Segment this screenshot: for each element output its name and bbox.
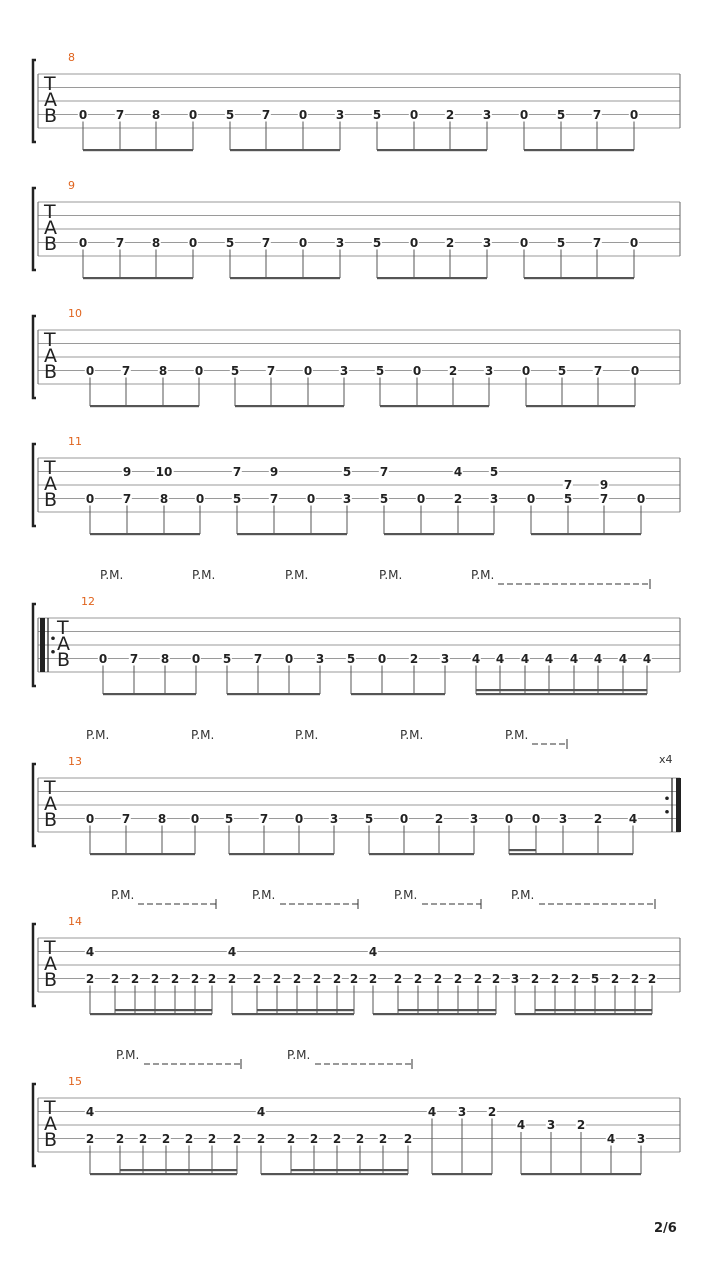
tab-clef-t: T: [57, 617, 69, 639]
fret-number: 5: [222, 651, 232, 666]
fret-number: 2: [256, 1131, 266, 1146]
fret-number: 5: [372, 107, 382, 122]
beam: [521, 1173, 641, 1175]
fret-number: 5: [375, 363, 385, 378]
fret-number: 0: [409, 235, 419, 250]
fret-number: 2: [355, 1131, 365, 1146]
fret-number: 0: [194, 363, 204, 378]
system-bracket: [33, 60, 36, 142]
system-bracket: [33, 764, 36, 846]
fret-number: 5: [556, 107, 566, 122]
fret-number: 7: [115, 235, 125, 250]
fret-number: 7: [121, 811, 131, 826]
tab-clef-a: A: [57, 633, 70, 655]
system-bracket: [33, 604, 36, 686]
palm-mute-label: P.M.: [379, 568, 403, 582]
fret-number: 0: [377, 651, 387, 666]
fret-number: 2: [445, 107, 455, 122]
beam: [90, 853, 195, 855]
fret-number: 0: [98, 651, 108, 666]
fret-number: 5: [224, 811, 234, 826]
fret-number: 0: [409, 107, 419, 122]
fret-number: 3: [558, 811, 568, 826]
fret-number: 3: [335, 107, 345, 122]
beam-secondary: [291, 1169, 408, 1171]
fret-number: 3: [329, 811, 339, 826]
fret-number: 2: [85, 971, 95, 986]
fret-number: 2: [473, 971, 483, 986]
fret-number: 0: [629, 235, 639, 250]
beam-secondary: [398, 1009, 496, 1011]
beam: [232, 1013, 354, 1015]
palm-mute-label: P.M.: [287, 1048, 311, 1062]
fret-number: 7: [261, 235, 271, 250]
palm-mute-label: P.M.: [192, 568, 216, 582]
beam: [235, 405, 344, 407]
fret-number: 4: [593, 651, 603, 666]
tab-clef-b: B: [44, 233, 58, 255]
fret-number: 0: [188, 235, 198, 250]
fret-number: 2: [130, 971, 140, 986]
fret-number: 2: [647, 971, 657, 986]
repeat-start-thick-bar: [40, 618, 45, 672]
fret-number: 0: [519, 235, 529, 250]
system-bracket: [33, 444, 36, 526]
beam: [432, 1173, 492, 1175]
fret-number: 3: [484, 363, 494, 378]
fret-number: 9: [269, 464, 279, 479]
fret-number: 2: [403, 1131, 413, 1146]
fret-number: 2: [630, 971, 640, 986]
fret-number: 4: [256, 1104, 266, 1119]
beam: [90, 533, 200, 535]
fret-number: 2: [292, 971, 302, 986]
fret-number: 7: [592, 235, 602, 250]
fret-number: 2: [309, 1131, 319, 1146]
fret-number: 5: [225, 107, 235, 122]
repeat-dot: [665, 810, 669, 814]
repeat-dot: [51, 636, 55, 640]
fret-number: 7: [115, 107, 125, 122]
tab-clef-b: B: [44, 1129, 58, 1151]
fret-number: 5: [557, 363, 567, 378]
fret-number: 3: [339, 363, 349, 378]
fret-number: 0: [85, 491, 95, 506]
fret-number: 5: [590, 971, 600, 986]
tab-clef-b: B: [44, 489, 58, 511]
beam: [230, 149, 340, 151]
fret-number: 2: [610, 971, 620, 986]
beam-secondary: [115, 1009, 212, 1011]
tab-clef-a: A: [44, 89, 57, 111]
beam: [515, 1013, 652, 1015]
fret-number: 2: [115, 1131, 125, 1146]
page-number: 2/6: [654, 1221, 677, 1236]
fret-number: 0: [526, 491, 536, 506]
beam: [90, 1013, 212, 1015]
fret-number: 4: [453, 464, 463, 479]
fret-number: 2: [184, 1131, 194, 1146]
repeat-dot: [51, 650, 55, 654]
fret-number: 2: [85, 1131, 95, 1146]
palm-mute-label: P.M.: [471, 568, 495, 582]
fret-number: 10: [155, 464, 173, 479]
fret-number: 0: [298, 235, 308, 250]
beam: [229, 853, 334, 855]
measure-number: 9: [68, 179, 75, 192]
fret-number: 4: [471, 651, 481, 666]
fret-number: 4: [85, 1104, 95, 1119]
fret-number: 5: [489, 464, 499, 479]
fret-number: 8: [157, 811, 167, 826]
fret-number: 7: [266, 363, 276, 378]
beam: [373, 1013, 496, 1015]
fret-number: 0: [519, 107, 529, 122]
beam: [524, 149, 634, 151]
fret-number: 0: [284, 651, 294, 666]
fret-number: 4: [495, 651, 505, 666]
fret-number: 3: [469, 811, 479, 826]
fret-number: 2: [433, 971, 443, 986]
tab-clef-b: B: [44, 105, 58, 127]
fret-number: 2: [448, 363, 458, 378]
fret-number: 3: [457, 1104, 467, 1119]
fret-number: 2: [491, 971, 501, 986]
fret-number: 2: [232, 1131, 242, 1146]
measure-number: 11: [68, 435, 82, 448]
fret-number: 3: [636, 1131, 646, 1146]
fret-number: 4: [85, 944, 95, 959]
tab-clef-a: A: [44, 953, 57, 975]
fret-number: 8: [151, 235, 161, 250]
beam: [103, 693, 196, 695]
fret-number: 0: [78, 107, 88, 122]
system-bracket: [33, 316, 36, 398]
fret-number: 5: [225, 235, 235, 250]
fret-number: 0: [521, 363, 531, 378]
fret-number: 3: [510, 971, 520, 986]
tab-clef-t: T: [44, 1097, 56, 1119]
fret-number: 0: [85, 363, 95, 378]
palm-mute-label: P.M.: [285, 568, 309, 582]
fret-number: 5: [230, 363, 240, 378]
fret-number: 2: [434, 811, 444, 826]
palm-mute-label: P.M.: [86, 728, 110, 742]
fret-number: 4: [227, 944, 237, 959]
fret-number: 2: [593, 811, 603, 826]
fret-number: 2: [170, 971, 180, 986]
fret-number: 7: [121, 363, 131, 378]
beam: [380, 405, 489, 407]
fret-number: 2: [530, 971, 540, 986]
beam: [377, 277, 487, 279]
fret-number: 5: [556, 235, 566, 250]
fret-number: 7: [592, 107, 602, 122]
measure-number: 10: [68, 307, 82, 320]
fret-number: 7: [122, 491, 132, 506]
beam: [90, 1173, 237, 1175]
fret-number: 0: [416, 491, 426, 506]
tab-clef-b: B: [44, 809, 58, 831]
beam: [83, 277, 193, 279]
tab-clef-t: T: [44, 201, 56, 223]
fret-number: 2: [409, 651, 419, 666]
fret-number: 4: [569, 651, 579, 666]
fret-number: 3: [482, 235, 492, 250]
fret-number: 3: [489, 491, 499, 506]
beam: [531, 533, 641, 535]
repeat-dot: [665, 796, 669, 800]
fret-number: 4: [368, 944, 378, 959]
palm-mute-label: P.M.: [400, 728, 424, 742]
repeat-count: x4: [659, 753, 673, 766]
beam: [261, 1173, 408, 1175]
fret-number: 2: [576, 1118, 586, 1132]
fret-number: 4: [427, 1104, 437, 1119]
beam: [83, 149, 193, 151]
fret-number: 2: [272, 971, 282, 986]
fret-number: 2: [453, 491, 463, 506]
beam: [524, 277, 634, 279]
fret-number: 0: [303, 363, 313, 378]
fret-number: 0: [399, 811, 409, 826]
fret-number: 0: [298, 107, 308, 122]
fret-number: 0: [531, 811, 541, 826]
fret-number: 8: [151, 107, 161, 122]
beam: [90, 405, 199, 407]
fret-number: 4: [520, 651, 530, 666]
fret-number: 4: [544, 651, 554, 666]
beam: [351, 693, 445, 695]
palm-mute-label: P.M.: [100, 568, 124, 582]
beam-secondary: [535, 1009, 652, 1011]
beam: [526, 405, 635, 407]
beam: [369, 853, 474, 855]
system-bracket: [33, 188, 36, 270]
fret-number: 0: [190, 811, 200, 826]
tab-clef-b: B: [44, 361, 58, 383]
fret-number: 3: [342, 491, 352, 506]
fret-number: 0: [188, 107, 198, 122]
fret-number: 7: [232, 464, 242, 479]
fret-number: 0: [294, 811, 304, 826]
beam-secondary: [257, 1009, 354, 1011]
fret-number: 2: [312, 971, 322, 986]
tab-clef-t: T: [44, 73, 56, 95]
palm-mute-label: P.M.: [252, 888, 276, 902]
fret-number: 5: [342, 464, 352, 479]
fret-number: 5: [232, 491, 242, 506]
fret-number: 2: [332, 1131, 342, 1146]
fret-number: 0: [629, 107, 639, 122]
fret-number: 5: [372, 235, 382, 250]
palm-mute-label: P.M.: [295, 728, 319, 742]
beam: [476, 693, 647, 695]
beam: [230, 277, 340, 279]
tab-clef-a: A: [44, 793, 57, 815]
fret-number: 2: [252, 971, 262, 986]
system-bracket: [33, 924, 36, 1006]
beam: [509, 853, 633, 855]
fret-number: 5: [364, 811, 374, 826]
fret-number: 2: [227, 971, 237, 986]
fret-number: 2: [207, 1131, 217, 1146]
fret-number: 7: [563, 478, 573, 492]
fret-number: 2: [190, 971, 200, 986]
beam: [237, 533, 347, 535]
fret-number: 2: [378, 1131, 388, 1146]
fret-number: 0: [78, 235, 88, 250]
fret-number: 7: [599, 491, 609, 506]
beam: [384, 533, 494, 535]
fret-number: 8: [160, 651, 170, 666]
tab-clef-b: B: [57, 649, 71, 671]
fret-number: 3: [335, 235, 345, 250]
palm-mute-label: P.M.: [191, 728, 215, 742]
fret-number: 3: [440, 651, 450, 666]
fret-number: 2: [368, 971, 378, 986]
measure-number: 15: [68, 1075, 82, 1088]
tab-clef-t: T: [44, 329, 56, 351]
fret-number: 2: [332, 971, 342, 986]
fret-number: 4: [618, 651, 628, 666]
system-bracket: [33, 1084, 36, 1166]
fret-number: 0: [412, 363, 422, 378]
beam-secondary: [476, 689, 647, 691]
tab-clef-a: A: [44, 217, 57, 239]
fret-number: 7: [259, 811, 269, 826]
tab-clef-a: A: [44, 1113, 57, 1135]
fret-number: 7: [269, 491, 279, 506]
tab-clef-t: T: [44, 777, 56, 799]
fret-number: 3: [482, 107, 492, 122]
palm-mute-label: P.M.: [394, 888, 418, 902]
measure-number: 12: [81, 595, 95, 608]
fret-number: 7: [379, 464, 389, 479]
tab-clef-t: T: [44, 457, 56, 479]
palm-mute-label: P.M.: [505, 728, 529, 742]
fret-number: 3: [546, 1118, 556, 1132]
fret-number: 5: [379, 491, 389, 506]
fret-number: 2: [150, 971, 160, 986]
fret-number: 8: [158, 363, 168, 378]
fret-number: 2: [349, 971, 359, 986]
fret-number: 4: [642, 651, 652, 666]
fret-number: 0: [85, 811, 95, 826]
tab-clef-t: T: [44, 937, 56, 959]
fret-number: 7: [129, 651, 139, 666]
fret-number: 7: [261, 107, 271, 122]
fret-number: 7: [253, 651, 263, 666]
measure-number: 14: [68, 915, 82, 928]
fret-number: 0: [306, 491, 316, 506]
fret-number: 5: [563, 491, 573, 506]
palm-mute-label: P.M.: [511, 888, 535, 902]
beam: [227, 693, 320, 695]
tab-clef-a: A: [44, 345, 57, 367]
fret-number: 7: [593, 363, 603, 378]
repeat-end-thick-bar: [676, 778, 681, 832]
fret-number: 2: [453, 971, 463, 986]
beam: [377, 149, 487, 151]
fret-number: 4: [628, 811, 638, 826]
beam-secondary: [509, 849, 536, 851]
fret-number: 2: [138, 1131, 148, 1146]
fret-number: 2: [161, 1131, 171, 1146]
fret-number: 4: [606, 1131, 616, 1146]
fret-number: 0: [195, 491, 205, 506]
fret-number: 8: [159, 491, 169, 506]
measure-number: 8: [68, 51, 75, 64]
fret-number: 2: [207, 971, 217, 986]
fret-number: 2: [550, 971, 560, 986]
fret-number: 2: [110, 971, 120, 986]
fret-number: 4: [516, 1118, 526, 1132]
beam-secondary: [120, 1169, 237, 1171]
fret-number: 0: [504, 811, 514, 826]
tab-clef-b: B: [44, 969, 58, 991]
measure-number: 13: [68, 755, 82, 768]
fret-number: 2: [445, 235, 455, 250]
fret-number: 2: [286, 1131, 296, 1146]
fret-number: 2: [570, 971, 580, 986]
fret-number: 9: [122, 464, 132, 479]
tab-clef-a: A: [44, 473, 57, 495]
fret-number: 9: [599, 478, 609, 492]
fret-number: 2: [393, 971, 403, 986]
fret-number: 2: [413, 971, 423, 986]
fret-number: 0: [630, 363, 640, 378]
fret-number: 3: [315, 651, 325, 666]
fret-number: 2: [487, 1104, 497, 1119]
fret-number: 0: [191, 651, 201, 666]
palm-mute-label: P.M.: [111, 888, 135, 902]
fret-number: 0: [636, 491, 646, 506]
fret-number: 5: [346, 651, 356, 666]
palm-mute-label: P.M.: [116, 1048, 140, 1062]
